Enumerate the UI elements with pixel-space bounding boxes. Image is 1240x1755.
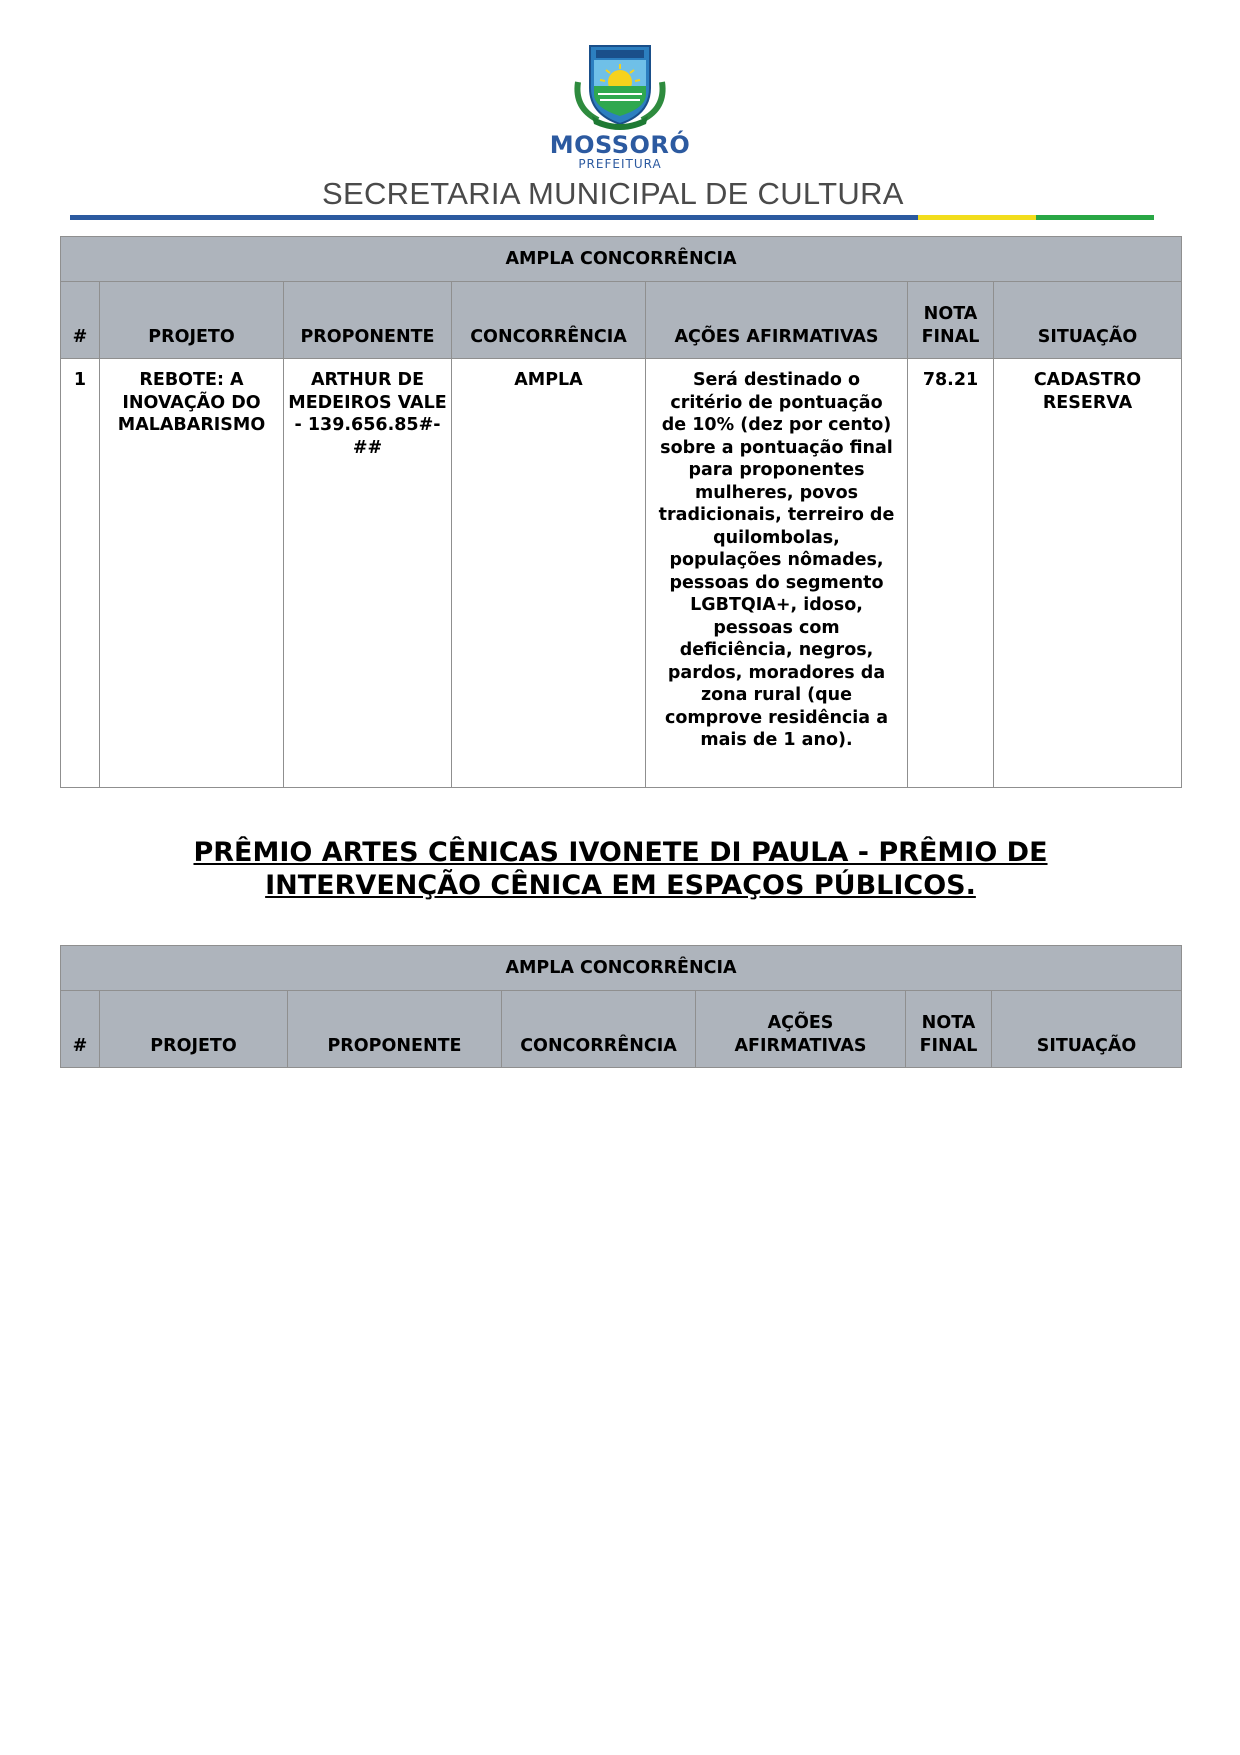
col-header-proponente: PROPONENTE: [288, 991, 502, 1068]
table-row: [61, 359, 1182, 788]
cell-proponente: ARTHUR DE MEDEIROS VALE - 139.656.85#-##: [284, 359, 452, 788]
col-header-concorrencia: CONCORRÊNCIA: [452, 282, 646, 359]
col-header-projeto: PROJETO: [100, 282, 284, 359]
secretaria-title: SECRETARIA MUNICIPAL DE CULTURA: [322, 176, 904, 211]
cell-nota: 78.21: [908, 359, 994, 788]
col-header-concorrencia: CONCORRÊNCIA: [502, 991, 696, 1068]
cell-concorrencia: AMPLA: [452, 359, 646, 788]
mossoro-coat-of-arms-icon: [568, 42, 672, 130]
col-header-acoes-line1: AÇÕES: [767, 1013, 834, 1033]
results-table-2: [60, 945, 1182, 1068]
header-rule-green: [1036, 215, 1154, 220]
prize-title-line2: INTERVENÇÃO CÊNICA EM ESPAÇOS PÚBLICOS.: [265, 870, 976, 901]
prize-title-line1: PRÊMIO ARTES CÊNICAS IVONETE DI PAULA - PRÊMIO DE: [193, 837, 1048, 868]
col-header-acoes-line2: AFIRMATIVAS: [734, 1035, 867, 1056]
header-rule-yellow: [918, 215, 1036, 220]
table-band-title: AMPLA CONCORRÊNCIA: [61, 237, 1182, 282]
cell-projeto: REBOTE: A INOVAÇÃO DO MALABARISMO: [100, 359, 284, 788]
cell-acoes: Será destinado o critério de pontuação de 10% (dez por cento) sobre a pontuação final para proponentes mulheres, povos tradicionais, terreiro de quilombolas, populações nômades, pessoas do segmento LGBTQIA+, idoso, pessoas com deficiência, negros, pardos, moradores da zona rural (que comprove residência a mais de 1 ano).: [646, 359, 908, 788]
col-header-projeto: PROJETO: [100, 991, 288, 1068]
results-table-1: [60, 236, 1182, 788]
col-header-situacao: SITUAÇÃO: [992, 991, 1182, 1068]
col-header-nota: [906, 991, 992, 1068]
header-rule-blue: [70, 215, 918, 220]
col-header-nota-line2: FINAL: [919, 1035, 978, 1056]
col-header-proponente: PROPONENTE: [284, 282, 452, 359]
col-header-nota-line1: NOTA: [921, 1013, 976, 1033]
col-header-num: #: [61, 282, 100, 359]
page-header: [0, 0, 1240, 230]
cell-situacao: CADASTRO RESERVA: [994, 359, 1182, 788]
col-header-acoes: AÇÕES AFIRMATIVAS: [646, 282, 908, 359]
cell-num: 1: [61, 359, 100, 788]
col-header-acoes: [696, 991, 906, 1068]
prize-title: [60, 836, 1181, 902]
col-header-num: #: [61, 991, 100, 1068]
col-header-nota-line1: NOTA: [923, 304, 978, 324]
col-header-nota-line2: FINAL: [921, 326, 980, 347]
col-header-situacao: SITUAÇÃO: [994, 282, 1182, 359]
col-header-nota: [908, 282, 994, 359]
brand-subtitle: PREFEITURA: [578, 157, 662, 171]
table-band-title: AMPLA CONCORRÊNCIA: [61, 946, 1182, 991]
brand-city: MOSSORÓ: [549, 131, 691, 159]
